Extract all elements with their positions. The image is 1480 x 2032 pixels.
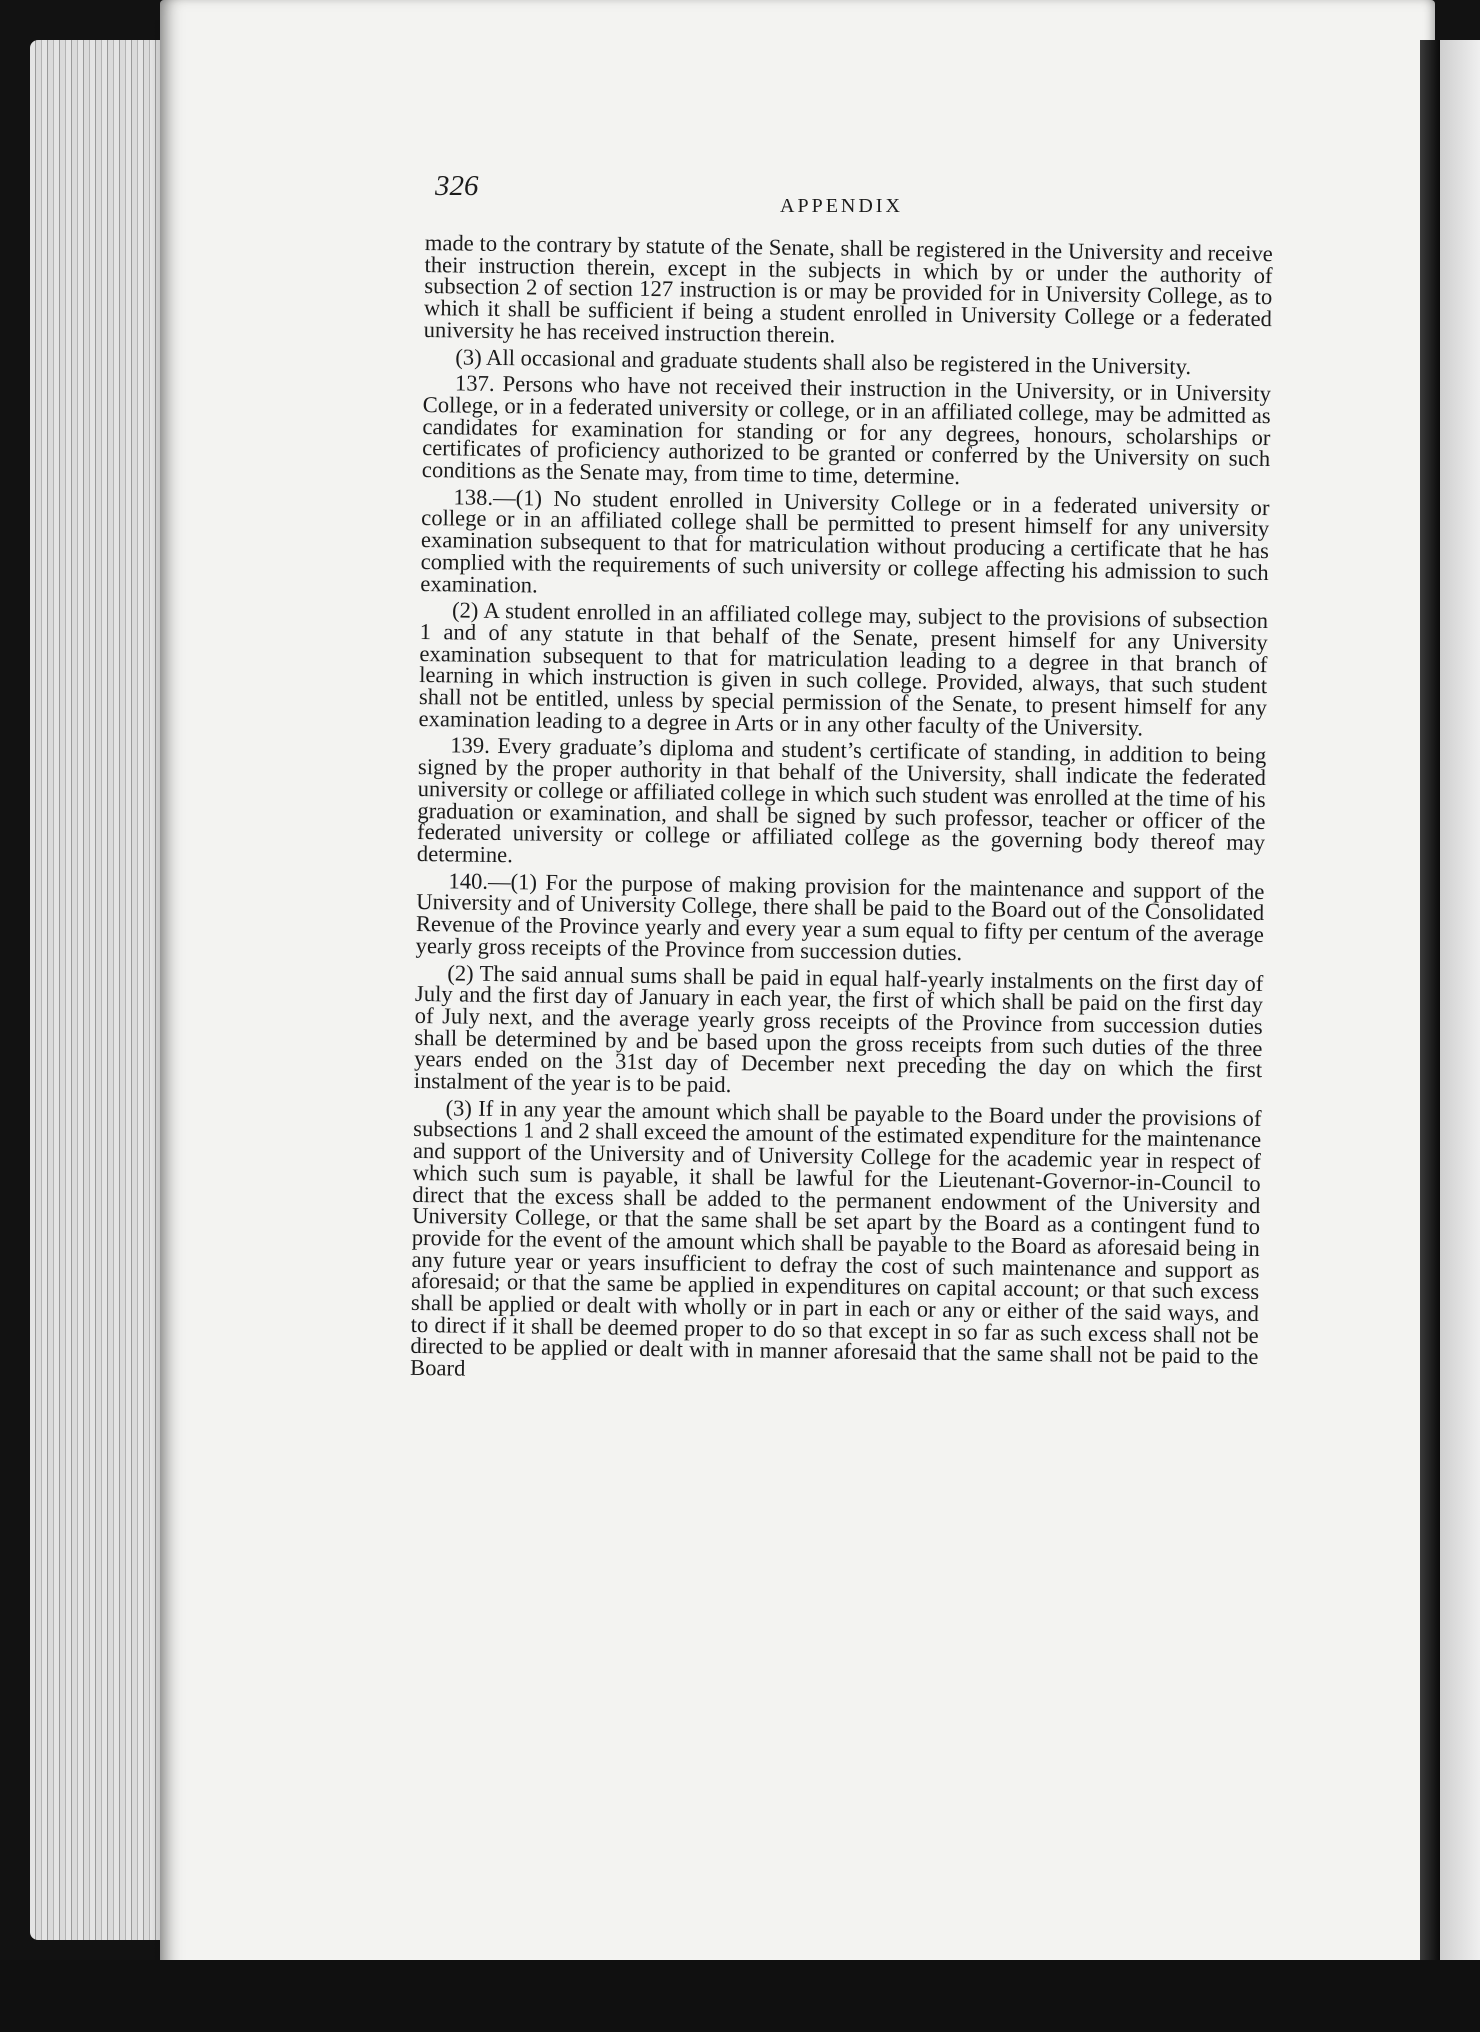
paragraph: (2) A student enrolled in an affiliated college may, subject to the provisions of subsection 1 and of any statute in that behalf of the Senate, present himself for any University examination subsequent to that for matriculation leading to a degree in that branch of learning in which instruction is given in such college. Provided, always, that such student shall not be entitled, unless by special permission of the Senate, to present himself for any examination leading to a degree in Arts or in any other faculty of the University.	[418, 597, 1269, 741]
facing-page-edge	[1440, 40, 1480, 2000]
paragraph: made to the contrary by statute of the Senate, shall be registered in the University and receive their instruction therein, except in the subjects in which by or under the authority of subsection 2 of section 127 instruction is or may be provided for in University College, as to which it shall be sufficient if being a student enrolled in University College or a federated university he has received instruction therein.	[423, 230, 1273, 348]
paragraph: 140.—(1) For the purpose of making provision for the maintenance and support of the University and of University College, there shall be paid to the Board out of the Consolidated Revenue of the Province yearly and every year a sum equal to fifty per centum of the average yearly gross receipts of the Province from succession duties.	[415, 868, 1265, 965]
paragraph: (3) All occasional and graduate students shall also be registered in the University.	[455, 343, 1192, 379]
running-head: APPENDIX	[780, 195, 903, 217]
book-gutter	[1420, 40, 1440, 2000]
paragraph: 138.—(1) No student enrolled in University College or in a federated university or college or in an affiliated college shall be permitted to present himself for any university examination subsequent to that for matriculation without producing a certificate that he has complied with the requirements of such university or college affecting his admission to such examination.	[420, 484, 1270, 598]
page-number: 326	[435, 170, 479, 202]
paragraph: 137. Persons who have not received their instruction in the University, or in University College, or in a federated university or college, or in an affiliated college, may be admitted as candidates for examination for standing or for any degrees, honours, scholarships or certificates of proficiency authorized to be granted or conferred by the University on such conditions as the Senate may, from time to time, determine.	[421, 370, 1272, 490]
bottom-shadow	[0, 1960, 1480, 2032]
paragraph: (2) The said annual sums shall be paid in equal half-yearly instalments on the first day of July and the first day of January in each year, the first of which shall be paid on the first day of July next, and the average yearly gross receipts of the Province from succession duties shall be determined by and be based upon the gross receipts from such duties of the three years ended on the 31st day of December next preceding the day on which the first instalment of the year is to be paid.	[413, 959, 1264, 1098]
paragraph: (3) If in any year the amount which shall be payable to the Board under the provisions of subsections 1 and 2 shall exceed the amount of the estimated expenditure for the maintenance and support of the University and of University College for the academic year in respect of which such sum is payable, it shall be lawful for the Lieutenant-Governor-in-Council to direct that the excess shall be added to the permanent endowment of the University and University College, or that the same shall be set apart by the Board as a contingent fund to provide for the event of the amount which shall be payable to the Board as aforesaid being in any future year or years insufficient to defray the cost of such maintenance and support as aforesaid; or that the same be applied in expenditures on capital account; or that such excess shall be applied or dealt with wholly or in part in each or any or either of the said ways, and to direct if it shall be deemed proper to do so that except in so far as such excess shall not be directed to be applied or dealt with in manner aforesaid that the same shall not be paid to the Board	[409, 1095, 1262, 1381]
body-text	[410, 232, 1273, 1395]
paragraph: 139. Every graduate’s diploma and student’s certificate of standing, in addition to being signed by the proper authority in that behalf of the University, shall indicate the federated university or college or affiliated college in which such student was enrolled at the time of his graduation or examination, and shall be signed by such professor, teacher or officer of the federated university or college or affiliated college as the governing body thereof may determine.	[416, 732, 1267, 868]
